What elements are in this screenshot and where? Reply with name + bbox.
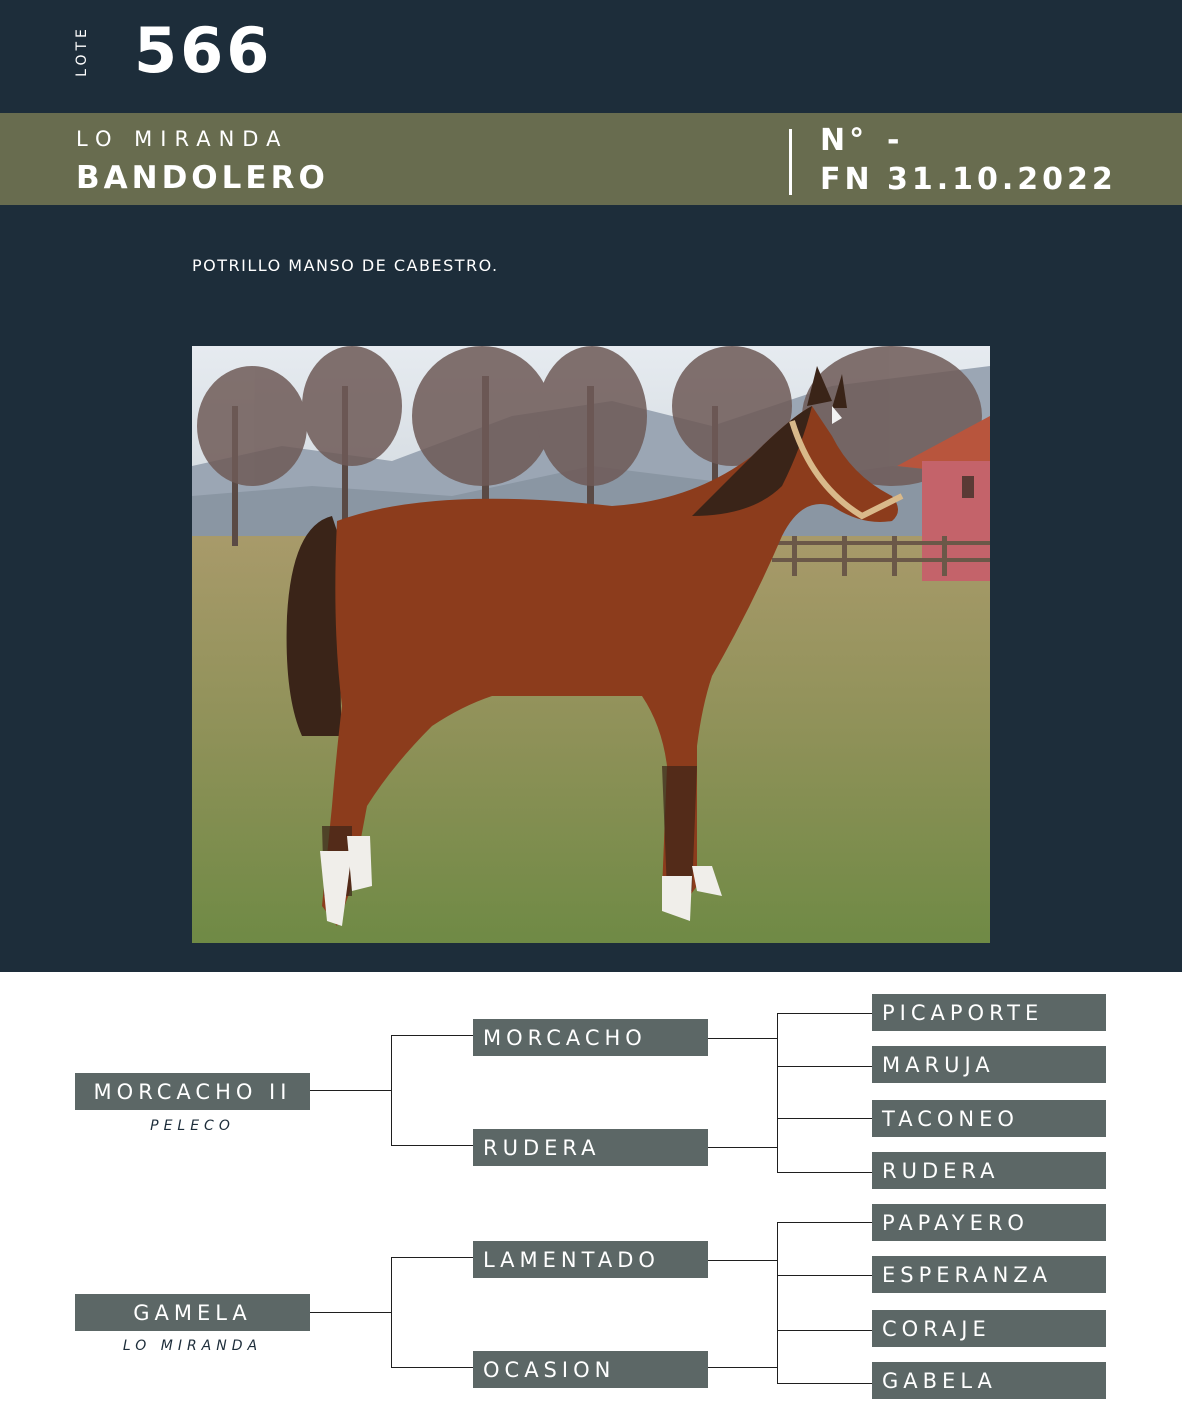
sire-name: MORCACHO II [93, 1079, 292, 1104]
connector-line [708, 1367, 778, 1368]
connector-line [708, 1147, 778, 1148]
birth-date-value: 31.10.2022 [887, 162, 1117, 197]
band-divider [789, 129, 792, 195]
great-grandparent-box [872, 1046, 1106, 1083]
horse-description: POTRILLO MANSO DE CABESTRO. [192, 256, 499, 275]
connector-line [708, 1260, 778, 1261]
dam-name: GAMELA [133, 1300, 252, 1325]
sire-sire-box [473, 1019, 708, 1056]
sire-sire-name: MORCACHO [483, 1025, 647, 1050]
great-grandparent-box [872, 1100, 1106, 1137]
connector-line [777, 1222, 778, 1384]
horse-name: BANDOLERO [76, 160, 329, 196]
horse-photo-illustration [192, 346, 990, 943]
connector-line [391, 1257, 392, 1368]
connector-line [391, 1367, 473, 1368]
connector-line [391, 1035, 392, 1146]
dam-dam-box [473, 1351, 708, 1388]
breeder-name: LO MIRANDA [76, 127, 289, 151]
great-grandparent-box [872, 1362, 1106, 1399]
great-grandparent-box [872, 1310, 1106, 1347]
connector-line [310, 1312, 392, 1313]
connector-line [777, 1066, 872, 1067]
connector-line [777, 1172, 872, 1173]
sire-breeder: PELECO [150, 1118, 235, 1134]
connector-line [777, 1013, 778, 1173]
connector-line [391, 1257, 473, 1258]
great-grandparent-box [872, 994, 1106, 1031]
horse-photo [192, 346, 990, 943]
birth-date-label: FN [820, 162, 874, 197]
connector-line [777, 1013, 872, 1014]
great-grandparent-name: PAPAYERO [882, 1210, 1029, 1235]
sire-box [75, 1073, 310, 1110]
great-grandparent-box [872, 1152, 1106, 1189]
sire-dam-box [473, 1129, 708, 1166]
connector-line [777, 1330, 872, 1331]
registration-label: N° [820, 123, 869, 158]
great-grandparent-name: MARUJA [882, 1052, 995, 1077]
dam-sire-box [473, 1241, 708, 1278]
great-grandparent-box [872, 1256, 1106, 1293]
great-grandparent-name: PICAPORTE [882, 1000, 1044, 1025]
great-grandparent-name: RUDERA [882, 1158, 1000, 1183]
great-grandparent-name: CORAJE [882, 1316, 991, 1341]
great-grandparent-name: TACONEO [882, 1106, 1019, 1131]
connector-line [777, 1118, 872, 1119]
sire-dam-name: RUDERA [483, 1135, 601, 1160]
great-grandparent-name: ESPERANZA [882, 1262, 1053, 1287]
lote-number: 566 [134, 14, 273, 87]
connector-line [391, 1145, 473, 1146]
dam-sire-name: LAMENTADO [483, 1247, 660, 1272]
great-grandparent-name: GABELA [882, 1368, 997, 1393]
dam-dam-name: OCASION [483, 1357, 616, 1382]
connector-line [777, 1275, 872, 1276]
dam-breeder: LO MIRANDA [122, 1338, 263, 1354]
connector-line [391, 1035, 473, 1036]
connector-line [777, 1222, 872, 1223]
great-grandparent-box [872, 1204, 1106, 1241]
lote-label [62, 14, 102, 88]
lote-label-text: LOTE [74, 25, 90, 77]
connector-line [708, 1038, 778, 1039]
dam-box [75, 1294, 310, 1331]
connector-line [310, 1090, 392, 1091]
registration-value: - [887, 123, 904, 158]
connector-line [777, 1383, 872, 1384]
